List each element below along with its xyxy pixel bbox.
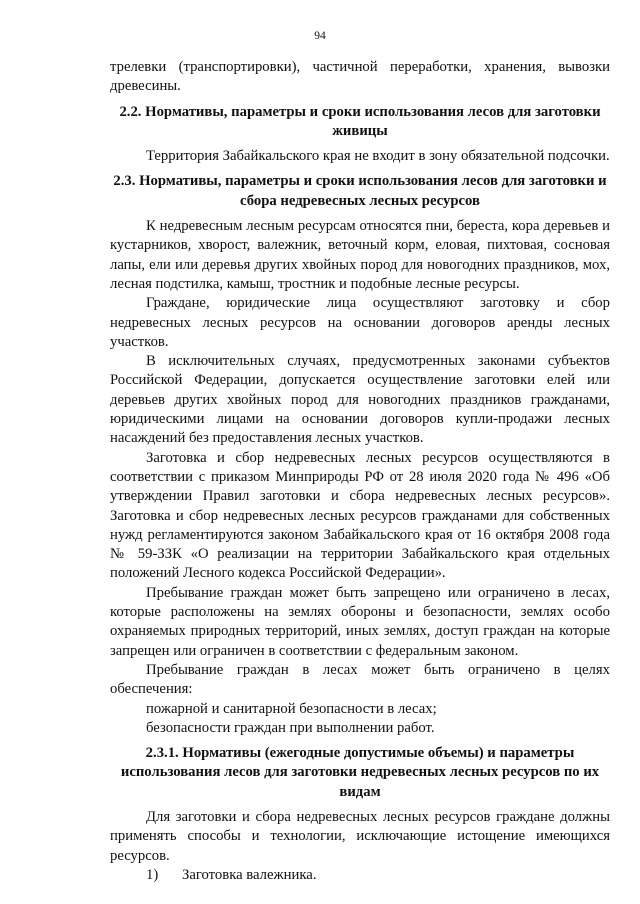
paragraph: Территория Забайкальского края не входит в зону обязательной подсочки. [146, 148, 610, 165]
page-number: 94 [314, 30, 326, 42]
paragraph: Пребывание граждан может быть запрещено или ограничено в лесах, которые расположены на землях обороны и безопасности, землях особо охраняемых природных территорий, иных землях, доступ граждан на которые запрещен или ограничен в соответствии с федеральным законом. [110, 584, 610, 659]
paragraph: Граждане, юридические лица осуществляют заготовку и сбор недревесных лесных ресурсов на основании договоров аренды лесных участков. [110, 295, 610, 350]
list-item-text: Заготовка валежника. [182, 866, 317, 883]
list-item-number: 1) [146, 866, 159, 883]
list-line: пожарной и санитарной безопасности в лесах; [146, 700, 437, 717]
paragraph: Пребывание граждан в лесах может быть ограничено в целях обеспечения: [110, 661, 610, 698]
section-heading: 2.3. Нормативы, параметры и сроки использования лесов для заготовки и сбора недревесных лесных ресурсов [113, 173, 607, 209]
paragraph: Заготовка и сбор недревесных лесных ресурсов осуществляются в соответствии с приказом Минприроды РФ от 28 июля 2020 года № 496 «Об утверждении Правил заготовки и сбора недревесных лесных ресурсов». Заготовка и сбор недревесных лесных ресурсов гражданами для собственных нужд регламентируются законом Забайкальского края от 16 октября 2008 года № 59-ЗЗК «О реализации на территории Забайкальского края отдельных положений Лесного кодекса Российской Федерации». [110, 449, 610, 582]
list-line: безопасности граждан при выполнении работ. [146, 719, 435, 736]
numbered-list-item [110, 866, 610, 885]
section-heading: 2.2. Нормативы, параметры и сроки использования лесов для заготовки живицы [119, 103, 601, 139]
paragraph: Для заготовки и сбора недревесных лесных ресурсов граждане должны применять способы и технологии, исключающие истощение имеющихся ресурсов. [110, 808, 610, 864]
paragraph: В исключительных случаях, предусмотренных законами субъектов Российской Федерации, допускается осуществление заготовки елей или деревьев других хвойных пород для новогодних праздников гражданами, юридическими лицами на основании договоров купли-продажи лесных насаждений без предоставления лесных участков. [110, 353, 610, 447]
paragraph: К недревесным лесным ресурсам относятся пни, береста, кора деревьев и кустарников, хворост, валежник, веточный корм, еловая, пихтовая, сосновая лапы, ели или деревья других хвойных пород для новогодних праздников, мох, лесная подстилка, камыш, тростник и подобные лесные ресурсы. [110, 218, 610, 292]
section-heading: 2.3.1. Нормативы (ежегодные допустимые объемы) и параметры использования лесов для заготовки недревесных лесных ресурсов по их видам [120, 745, 600, 800]
document-body [110, 58, 610, 885]
paragraph: трелевки (транспортировки), частичной переработки, хранения, вывозки древесины. [110, 59, 610, 95]
